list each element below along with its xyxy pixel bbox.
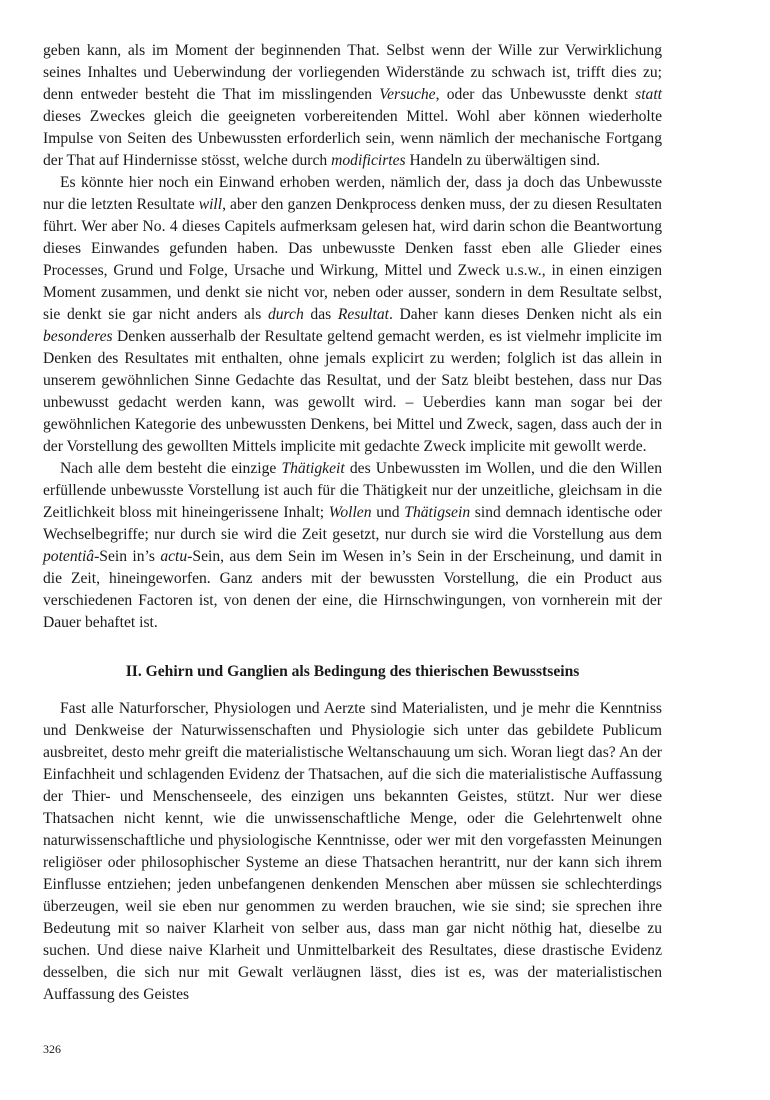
text-run: -Sein, aus dem Sein im Wesen in’s Sein in der Erscheinung, und damit in die Zeit, hineingeworfen. Ganz anders mit der bewussten Vorstellung, die ein Product aus verschiedenen Factoren ist, von denen der eine, die Hirnschwingungen, von vornherein mit der Dauer behaftet ist. [43, 548, 662, 631]
top-paragraphs [43, 40, 662, 634]
text-run: geben kann, als im Moment der beginnenden That. Selbst wenn der Wille zur Verwirklichung seines Inhaltes und Ueberwindung der vorliegenden Widerstände zu schwach ist, trifft dies zu; denn entweder besteht die That im misslingenden [43, 42, 662, 103]
italic-text: Thätigkeit [281, 460, 345, 477]
text-run: Fast alle Naturforscher, Physiologen und Aerzte sind Materialisten, und je mehr die Kenntniss und Denkweise der Naturwissenschaften und Physiologie sich unter das gebildete Publicum ausbreitet, desto mehr greift die materialistische Weltanschauung um sich. Woran liegt das? An der Einfachheit und schlagenden Evidenz der Thatsachen, auf die sich die materialistische Auffassung der Thier- und Menschenseele, des einzigen uns bekannten Geistes, stützt. Nur wer diese Thatsachen nicht kennt, wie die unwissenschaftliche Menge, oder die Gelehrtenwelt ohne naturwissenschaftliche und physiologische Kenntnisse, oder wer mit den vorgefassten Meinungen religiöser oder philosophischer Systeme an diese Thatsachen herantritt, nur der kann sich ihrem Einflusse entziehen; jeden unbefangenen denkenden Menschen aber müssen sie schlechterdings überzeugen, weil sie eben nur genommen zu werden brauchen, wie sie sind; sie sprechen ihre Bedeutung mit so naiver Klarheit von selber aus, dass man gar nicht nöthig hat, dieselbe zu suchen. Und diese naive Klarheit und Unmittelbarkeit des Resultates, diese drastische Evidenz desselben, die sich nur mit Gewalt verläugnen lässt, dies ist es, was der materialistischen Auffassung des Geistes [43, 700, 662, 1003]
text-run: , aber den ganzen Denkprocess denken muss, der zu diesen Resultaten führt. Wer aber No. 4 dieses Capitels aufmerksam gelesen hat, wird darin schon die Beantwortung dieses Einwandes gefunden haben. Das unbewusste Denken fasst eben alle Glieder eines Processes, Grund und Folge, Ursache und Wirkung, Mittel und Zweck u.s.w., in einen einzigen Moment zusammen, und denkt sie nicht vor, neben oder ausser, sondern in dem Resultate selbst, sie denkt sie gar nicht anders als [43, 196, 662, 323]
text-run: dieses Zweckes gleich die geeigneten vorbereitenden Mittel. Wohl aber können wiederholte Impulse von Seiten des Unbewussten erforderlich sein, wenn nämlich der mechanische Fortgang der That auf Hindernisse stösst, welche durch [43, 108, 662, 169]
italic-text: Thätigsein [404, 504, 471, 521]
text-run: Es könnte hier noch ein Einwand erhoben werden, nämlich der, dass ja doch das Unbewusste nur die letzten Resultate [43, 174, 662, 213]
text-run: , oder das Unbewusste denkt [435, 86, 636, 103]
text-run: und [371, 504, 405, 521]
text-run: . Daher kann dieses Denken nicht als ein [388, 306, 662, 323]
paragraph [43, 698, 662, 1006]
section-heading: II. Gehirn und Ganglien als Bedingung des thierischen Bewusstseins [125, 663, 580, 680]
text-run: Denken ausserhalb der Resultate geltend gemacht werden, es ist vielmehr implicite im Denken des Resultates mit enthalten, ohne jemals explicirt zu werden; folglich ist das allein in unserem gewöhnlichen Sinne Gedachte das Resultat, und der Satz bleibt bestehen, dass nur Das unbewusst gedacht werden kann, was gewollt wird. – Ueberdies kann man sogar bei der gewöhnlichen Kategorie des unbewussten Denkens, bei Mittel und Zweck, sagen, dass auch der in der Vorstellung des gewollten Mittels implicite mit gedachte Zweck implicite mit gewollt werde. [43, 328, 662, 455]
italic-text: Resultat [337, 306, 389, 323]
italic-text: actu [160, 548, 188, 565]
bottom-paragraphs [43, 698, 662, 1006]
italic-text: besonderes [43, 328, 113, 345]
italic-text: Wollen [328, 504, 372, 521]
text-run: des Unbewussten im Wollen, und die den Willen erfüllende unbewusste Vorstellung ist auch für die Thätigkeit nur der unzeitliche, gleichsam in die Zeitlichkeit bloss mit hineingerissene Inhalt; [43, 460, 662, 521]
text-run: sind demnach identische oder Wechselbegriffe; nur durch sie wird die Zeit gesetzt, nur durch sie wird die Vorstellung aus dem [43, 504, 662, 543]
italic-text: Versuche [379, 86, 436, 103]
italic-text: modificirtes [331, 152, 406, 169]
italic-text: statt [635, 86, 662, 103]
paragraph [43, 172, 662, 458]
paragraph [43, 40, 662, 172]
text-run: Handeln zu überwältigen sind. [405, 152, 601, 169]
text-run: das [303, 306, 338, 323]
italic-text: potentiâ [43, 548, 95, 565]
text-run: Nach alle dem besteht die einzige [60, 460, 282, 477]
page-number: 326 [43, 1042, 61, 1056]
text-run: -Sein in’s [94, 548, 161, 565]
page-body [43, 40, 662, 1006]
paragraph [43, 458, 662, 634]
italic-text: will [198, 196, 223, 213]
italic-text: durch [267, 306, 304, 323]
